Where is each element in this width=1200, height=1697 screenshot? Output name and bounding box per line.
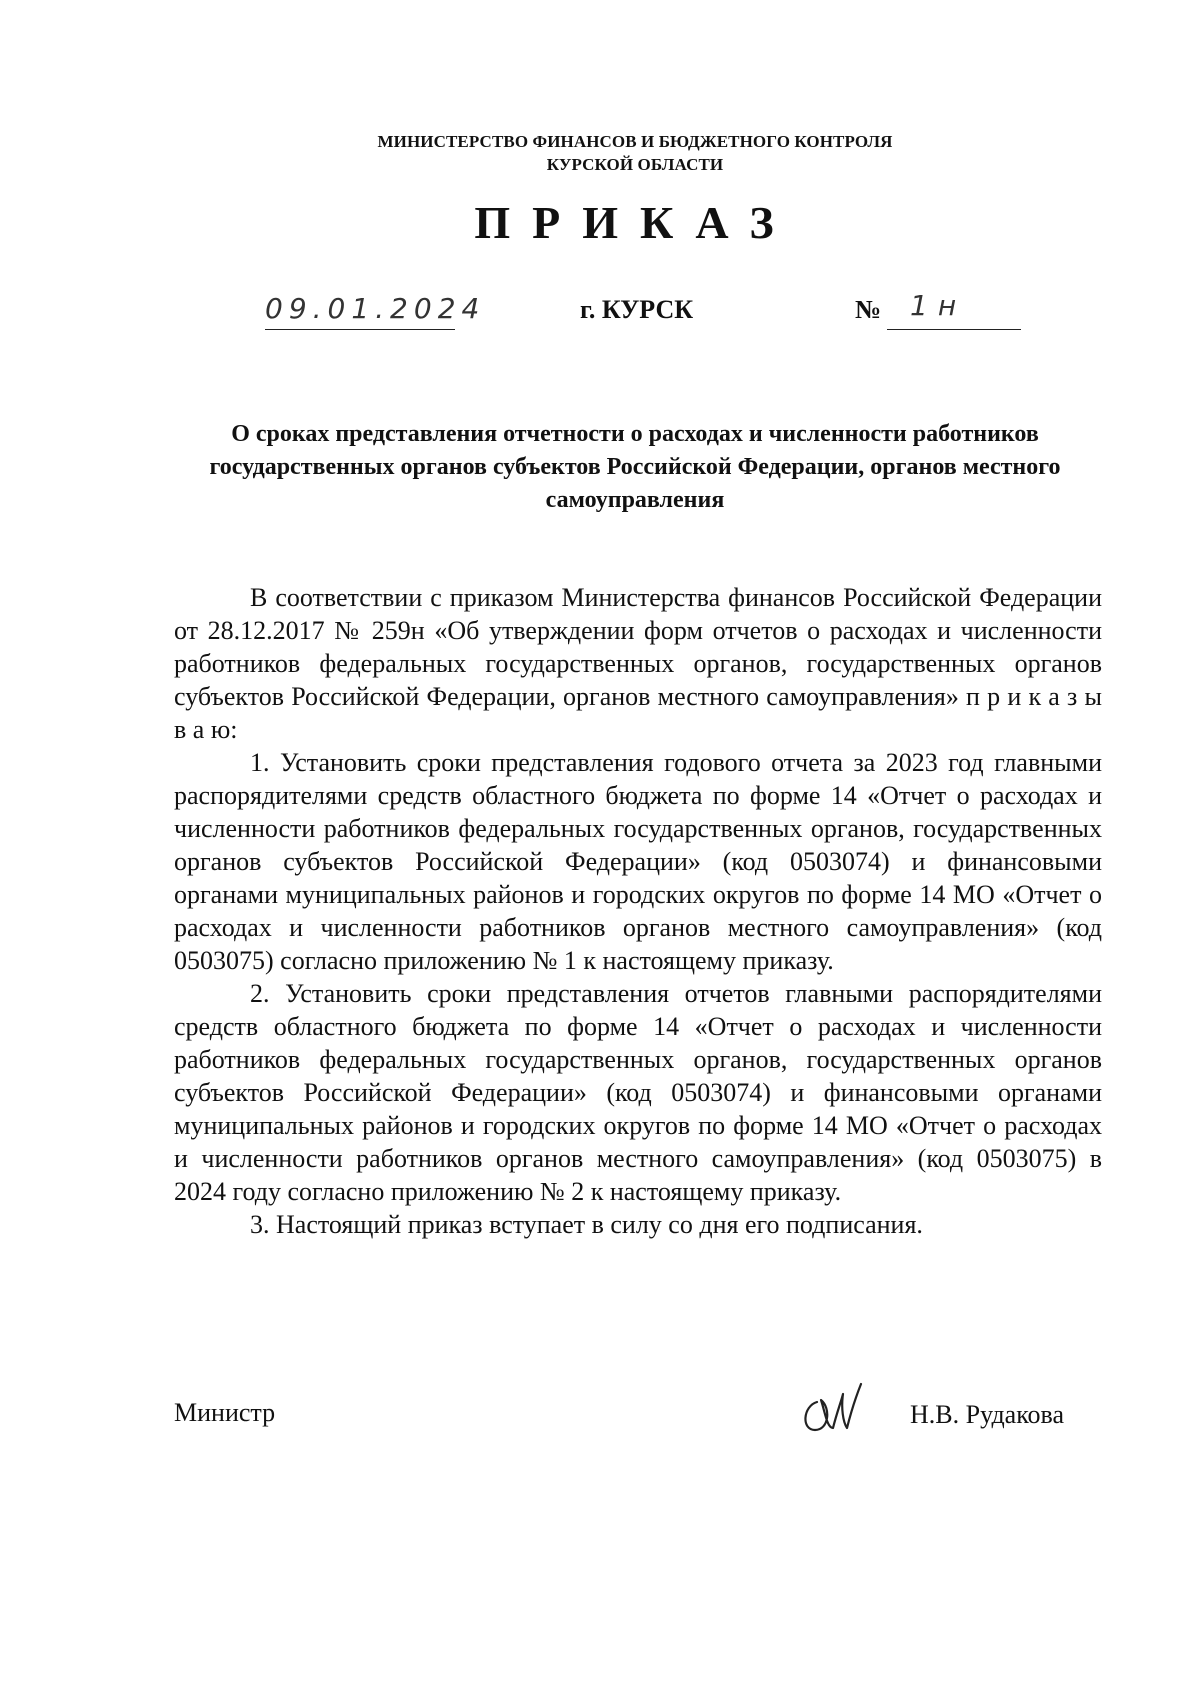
document-title: О сроках представления отчетности о расходах и численности работников государственных органов субъектов Российской Федерации, органов местного самоуправления [209, 421, 1061, 513]
handwritten-signature [795, 1372, 865, 1442]
body-item-2: 2. Установить сроки представления отчетов главными распорядителями средств областного бюджета по форме 14 «Отчет о расходах и численности работников федеральных государственных органов, государственных органов субъектов Российской Федерации» (код 0503074) и финансовыми органами муниципальных районов и городских округов по форме 14 МО «Отчет о расходах и численности работников органов местного самоуправления» (код 0503075) в 2024 году согласно приложению № 2 к настоящему приказу. [174, 979, 1102, 1206]
document-body [174, 581, 1102, 1241]
document-type-heading: ПРИКАЗ [474, 197, 796, 248]
document-number-handwritten: 1н [910, 289, 967, 322]
ministry-header [0, 130, 1200, 176]
document-date-handwritten: 09.01.2024 [265, 292, 486, 325]
ministry-name-line1: МИНИСТЕРСТВО ФИНАНСОВ И БЮДЖЕТНОГО КОНТРОЛЯ [377, 132, 893, 151]
date-underline [265, 329, 455, 330]
body-item-3: 3. Настоящий приказ вступает в силу со дня его подписания. [250, 1210, 923, 1239]
signatory-name: Н.В. Рудакова [910, 1400, 1064, 1429]
document-number-label: № [855, 295, 882, 324]
body-item-1: 1. Установить сроки представления годового отчета за 2023 год главными распорядителями средств областного бюджета по форме 14 «Отчет о расходах и численности работников федеральных государственных органов, государственных органов субъектов Российской Федерации» (код 0503074) и финансовыми органами муниципальных районов и городских округов по форме 14 МО «Отчет о расходах и численности работников органов местного самоуправления» (код 0503075) согласно приложению № 1 к настоящему приказу. [174, 748, 1102, 975]
body-preamble: В соответствии с приказом Министерства финансов Российской Федерации от 28.12.2017 № 259н «Об утверждении форм отчетов о расходах и численности работников федеральных государственных органов, государственных органов субъектов Российской Федерации, органов местного самоуправления» п р и к а з ы в а ю: [174, 583, 1102, 744]
document-city: г. КУРСК [580, 295, 694, 324]
document-meta-row [0, 289, 1200, 332]
signatory-post: Министр [174, 1398, 276, 1427]
signature-block [0, 1398, 1200, 1458]
ministry-name-line2: КУРСКОЙ ОБЛАСТИ [546, 155, 724, 174]
number-underline [887, 329, 1021, 330]
